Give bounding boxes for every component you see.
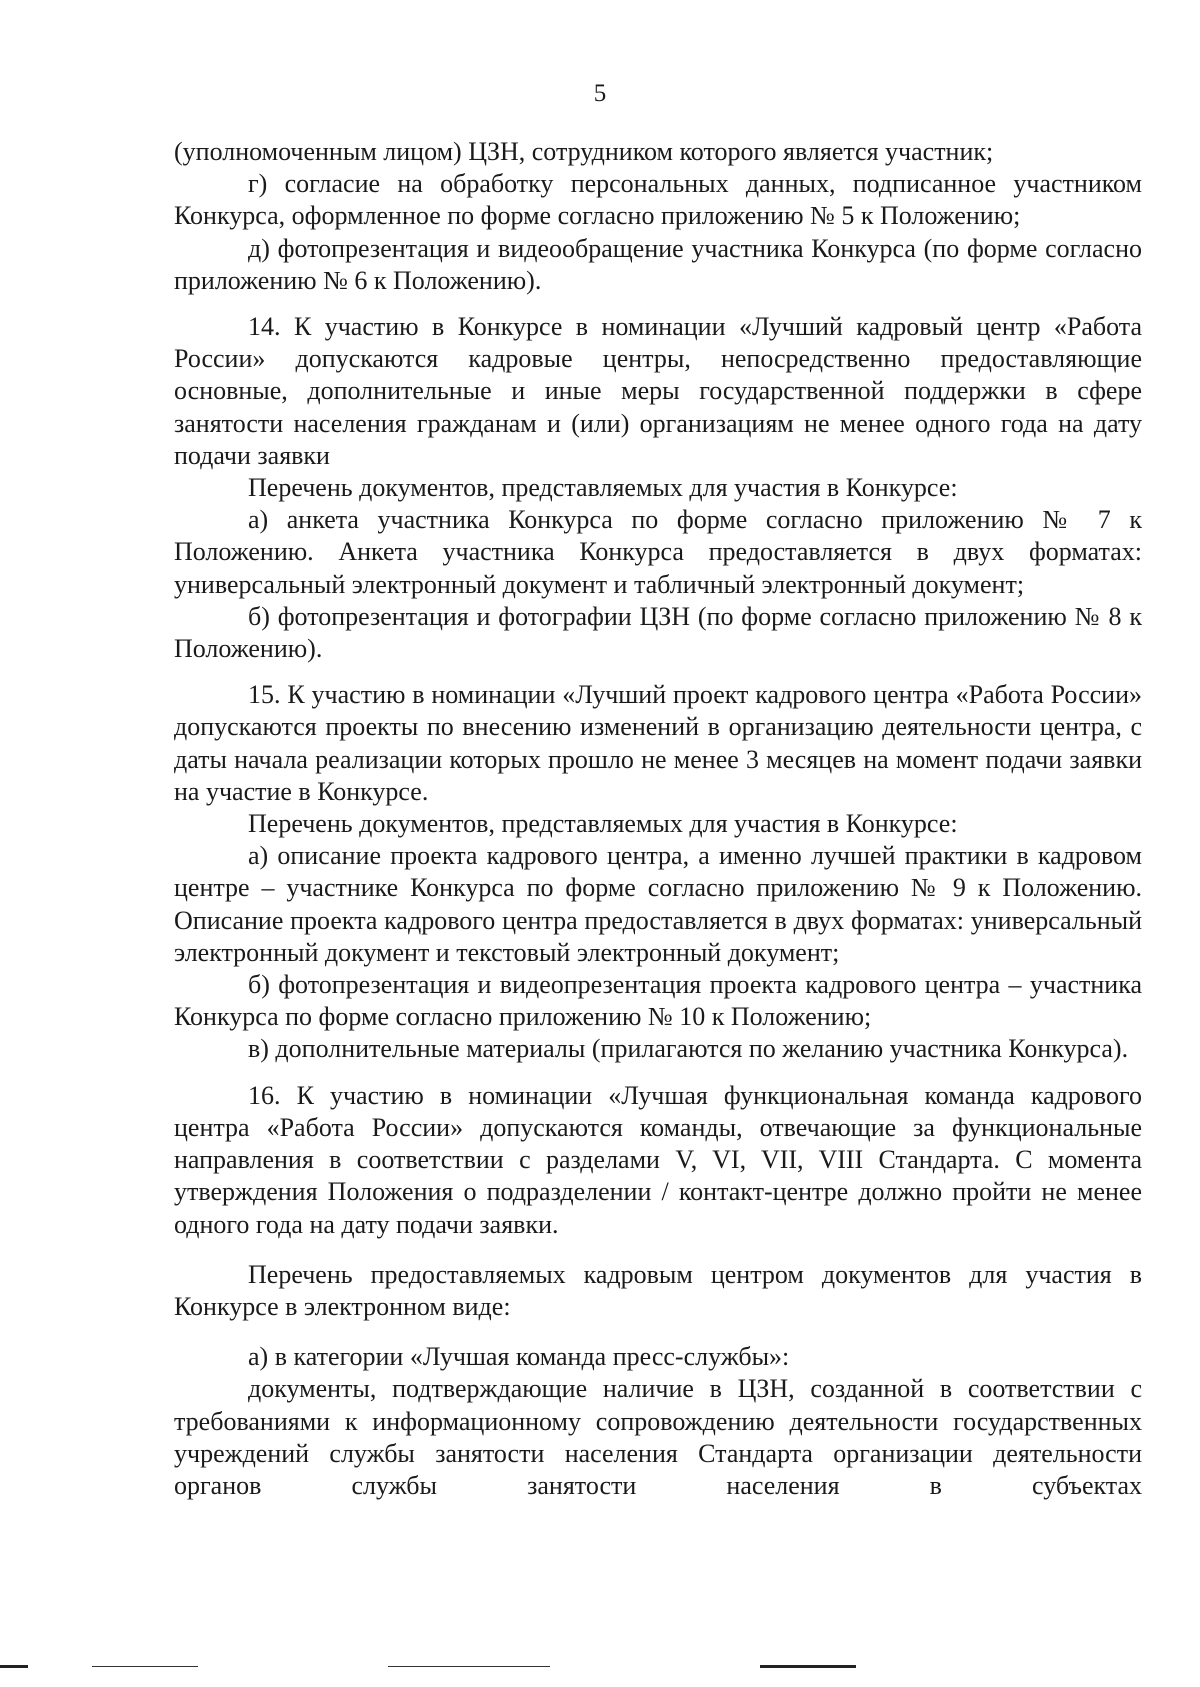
category-item-a: а) в категории «Лучшая команда пресс-службы»: [248, 1342, 790, 1372]
documents-list-heading: Перечень документов, представляемых для участия в Конкурсе: [248, 809, 958, 839]
list-item-a: а) описание проекта кадрового центра, а именно лучшей практики в кадровом центре – участнике Конкурса по форме согласно приложению № 9 к Положению. Описание проекта кадрового центра предоставляется в двух форматах: универсальный электронный документ и текстовый электронный документ; [174, 841, 1142, 967]
clause-16: 16. К участию в номинации «Лучшая функциональная команда кадрового центра «Работа России» допускаются команды, отвечающие за функциональные направления в соответствии с разделами V, VI, VII, VIII Стандарта. С момента утверждения Положения о подразделении / контакт-центре должно пройти не менее одного года на дату подачи заявки. [174, 1080, 1142, 1239]
clause-15: 15. К участию в номинации «Лучший проект кадрового центра «Работа России» допускаются проекты по внесению изменений в организацию деятельности центра, с даты начала реализации которых прошло не менее 3 месяцев на момент подачи заявки на участие в Конкурсе. [174, 680, 1142, 806]
list-item-v: в) дополнительные материалы (прилагаются по желанию участника Конкурса). [248, 1034, 1129, 1064]
footer-rules [0, 1664, 1200, 1670]
page-number: 5 [593, 80, 607, 107]
list-item-d: д) фотопрезентация и видеообращение участника Конкурса (по форме согласно приложению № 6 к Положению). [174, 233, 1142, 295]
documents-list-heading: Перечень предоставляемых кадровым центром документов для участия в Конкурсе в электронном виде: [174, 1259, 1142, 1321]
list-item-g: г) согласие на обработку персональных данных, подписанное участником Конкурса, оформленное по форме согласно приложению № 5 к Положению; [174, 169, 1142, 231]
list-item-b: б) фотопрезентация и видеопрезентация проекта кадрового центра – участника Конкурса по форме согласно приложению № 10 к Положению; [174, 970, 1142, 1032]
documents-list-heading: Перечень документов, представляемых для участия в Конкурсе: [248, 473, 958, 503]
paragraph-continuation: (уполномоченным лицом) ЦЗН, сотрудником которого является участник; [174, 137, 994, 166]
list-item-b: б) фотопрезентация и фотографии ЦЗН (по форме согласно приложению № 8 к Положению). [174, 601, 1142, 664]
scan-edge-mark [0, 1665, 28, 1668]
footer-mark [760, 1665, 856, 1668]
paragraph-documents: документы, подтверждающие наличие в ЦЗН, созданной в соответствии с требованиями к информационному сопровождению деятельности государственных учреждений службы занятости населения Стандарта организации деятельности органов службы занятости населения в субъектах [174, 1374, 1142, 1500]
document-body [174, 136, 1142, 1502]
footer-rule [92, 1666, 198, 1667]
list-item-a: а) анкета участника Конкурса по форме согласно приложению № 7 к Положению. Анкета участника Конкурса предоставляется в двух форматах: универсальный электронный документ и табличный электронный документ; [174, 505, 1142, 599]
clause-14: 14. К участию в Конкурсе в номинации «Лучший кадровый центр «Работа России» допускаются кадровые центры, непосредственно предоставляющие основные, дополнительные и иные меры государственной поддержки в сфере занятости населения гражданам и (или) организациям не менее одного года на дату подачи заявки [174, 312, 1142, 470]
footer-rule [388, 1666, 550, 1667]
